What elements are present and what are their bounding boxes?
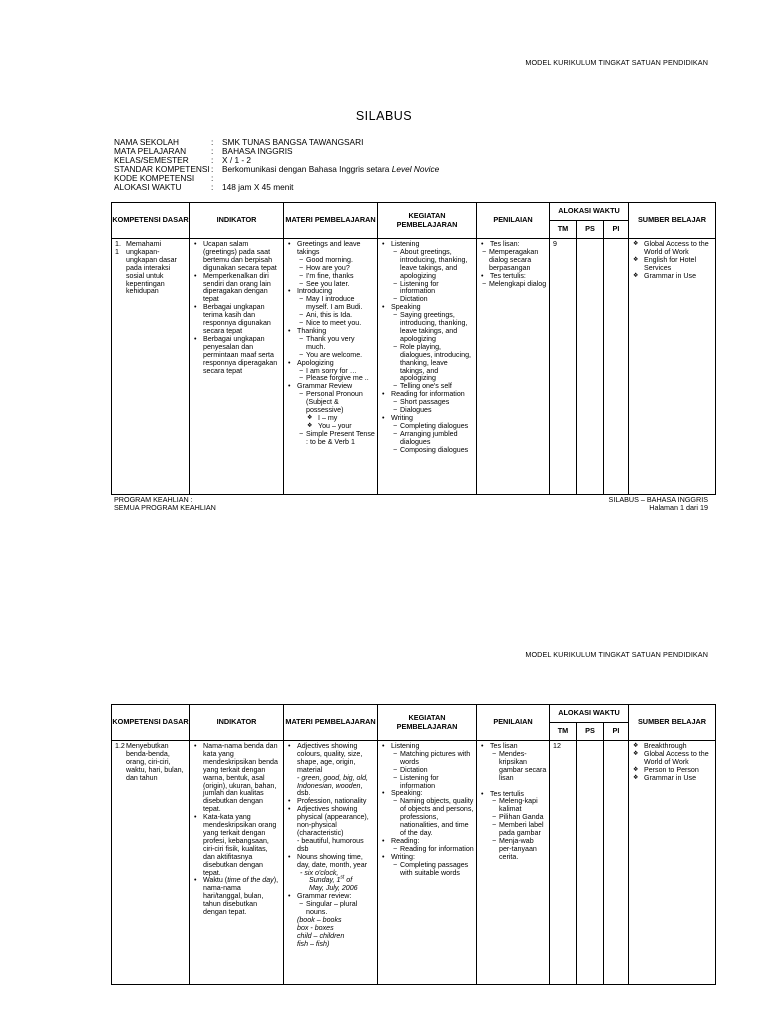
list-item: − Thank you very much.	[297, 336, 375, 352]
kd-number: 1.2	[115, 742, 125, 750]
materi-example	[297, 870, 375, 894]
list-item	[480, 791, 547, 862]
list-item: − Listening for information	[391, 281, 474, 297]
cell-pi	[604, 239, 629, 495]
header-kegiatan: KEGIATAN PEMBELAJARAN	[378, 203, 477, 239]
list-item: − Completing passages with suitable words	[391, 862, 474, 878]
list-item: ❖ You – your	[306, 423, 375, 431]
cell-indikator	[190, 239, 284, 495]
materi-head: Greetings and leave takings	[297, 240, 361, 256]
list-item	[287, 893, 375, 948]
info-colon: :	[211, 155, 214, 166]
header-indikator: INDIKATOR	[190, 705, 284, 741]
list-item	[381, 391, 474, 415]
info-value: SMK TUNAS BANGSA TAWANGSARI	[222, 137, 364, 147]
cell-kegiatan	[378, 239, 477, 495]
cell-pi	[604, 741, 629, 985]
header-sumber-belajar: SUMBER BELAJAR	[629, 203, 716, 239]
info-label: MATA PELAJARAN	[114, 146, 187, 157]
list-item: − Arranging jumbled dialogues	[391, 431, 474, 447]
cell-tm: 9	[550, 239, 577, 495]
materi-text: Adjectives showing colours, quality, size, shape, age, origin, material	[297, 742, 363, 774]
materi-head: Introducing	[297, 287, 333, 296]
list-item: − Menja-wab per-tanyaan cerita.	[490, 838, 547, 862]
list-item: ❖ Person to Person	[632, 767, 713, 775]
header-ps: PS	[577, 221, 604, 239]
list-item: • Kata-kata yang mendeskripsikan orang yang terkait dengan profesi, kebangsaan, ciri-ciri fisik, kualitas, dan aktifitasnya disebutkan dengan tepat.	[193, 814, 281, 877]
school-info	[114, 138, 439, 193]
list-item: • Tes tertulis:	[480, 273, 547, 281]
materi-example-line: (book – books	[297, 915, 342, 924]
list-item	[287, 288, 375, 328]
list-item: − I'm fine, thanks	[297, 273, 375, 281]
list-item: − Please forgive me ..	[297, 375, 375, 383]
list-item: − Dialogues	[391, 407, 474, 415]
list-item: − Memberi label pada gambar	[490, 822, 547, 838]
list-item: − I am sorry for …	[297, 368, 375, 376]
materi-head: Thanking	[297, 326, 327, 335]
materi-example-line: fish – fish)	[297, 939, 330, 948]
materi-text: Grammar review:	[297, 892, 352, 901]
cell-penilaian	[477, 239, 550, 495]
list-item	[287, 383, 375, 446]
materi-example-line: box - boxes	[297, 923, 334, 932]
info-label: NAMA SEKOLAH	[114, 137, 180, 147]
list-item: − Short passages	[391, 399, 474, 407]
list-item: − About greetings, introducing, thanking, leave takings, and apologizing	[391, 249, 474, 281]
page-title: SILABUS	[355, 109, 413, 123]
list-item	[381, 854, 474, 878]
info-value: 148 jam X 45 menit	[222, 182, 294, 193]
penilaian-head: Tes tertulis	[490, 789, 524, 798]
list-item: − Ani, this is Ida.	[297, 312, 375, 320]
list-item: ❖ English for Hotel Services	[632, 257, 713, 273]
kegiatan-head: Reading:	[391, 836, 420, 845]
materi-sup: st	[340, 875, 345, 882]
header-materi: MATERI PEMBELAJARAN	[284, 203, 378, 239]
list-item: • Ucapan salam (greetings) pada saat bertemu dan berpisah digunakan secara tepat	[193, 241, 281, 273]
list-item	[287, 328, 375, 360]
header-indikator: INDIKATOR	[190, 203, 284, 239]
materi-example-line: Sunday, 1	[309, 876, 341, 885]
header-ps: PS	[577, 723, 604, 741]
list-item	[287, 854, 375, 894]
header-penilaian: PENILAIAN	[477, 705, 550, 741]
list-item: − Dictation	[391, 767, 474, 775]
materi-text: , dsb.	[297, 781, 363, 798]
header-materi: MATERI PEMBELAJARAN	[284, 705, 378, 741]
syllabus-table-page2	[111, 704, 716, 985]
materi-example-line: - six o'clock,	[300, 868, 339, 877]
page-header: MODEL KURIKULUM TINGKAT SATUAN PENDIDIKAN	[525, 650, 708, 659]
list-item: • Tes lisan:	[480, 241, 547, 249]
list-item: − Composing dialogues	[391, 447, 474, 455]
grammar-item: Personal Pronoun (Subject & possessive)	[306, 390, 363, 415]
footer-program-label: PROGRAM KEAHLIAN :	[114, 495, 193, 504]
info-row	[114, 183, 439, 192]
info-colon: :	[211, 173, 214, 184]
header-kegiatan: KEGIATAN PEMBELAJARAN	[378, 705, 477, 741]
materi-head: Apologizing	[297, 358, 334, 367]
cell-penilaian	[477, 741, 550, 985]
list-item	[381, 838, 474, 854]
materi-head: Grammar Review	[297, 382, 353, 391]
list-item: ❖ Grammar in Use	[632, 775, 713, 783]
kegiatan-head: Writing:	[391, 852, 415, 861]
list-item: − You are welcome.	[297, 352, 375, 360]
list-item: • Memperkenalkan diri sendiri dan orang lain diperagakan dengan tepat	[193, 273, 281, 305]
cell-sumber	[629, 239, 716, 495]
cell-ps	[577, 741, 604, 985]
footer-subject: SILABUS – BAHASA INGGRIS	[608, 495, 708, 504]
list-item: ❖ Breakthrough	[632, 743, 713, 751]
list-item: − How are you?	[297, 265, 375, 273]
list-item: ❖ I – my	[306, 415, 375, 423]
header-tm: TM	[550, 723, 577, 741]
list-item: • Berbagai ungkapan terima kasih dan responnya digunakan secara tepat	[193, 304, 281, 336]
kegiatan-head: Listening	[391, 742, 420, 750]
list-item: − Simple Present Tense : to be & Verb 1	[297, 431, 375, 447]
list-item: • Nama-nama benda dan kata yang mendeskripsikan benda yang terkait dengan warna, bentuk, asal (origin), ukuran, bahan, jumlah dan kualitas disebutkan dengan tepat.	[193, 743, 281, 814]
info-label: KELAS/SEMESTER	[114, 155, 189, 166]
footer-left	[114, 496, 216, 512]
table-row	[112, 741, 716, 985]
list-item: ❖ Global Access to the World of Work	[632, 241, 713, 257]
list-item	[381, 743, 474, 790]
header-pi: PI	[604, 723, 629, 741]
header-tm: TM	[550, 221, 577, 239]
header-sumber-belajar: SUMBER BELAJAR	[629, 705, 716, 741]
list-item: − Meleng-kapi kalimat	[490, 798, 547, 814]
list-item	[287, 241, 375, 288]
list-item: − Telling one's self	[391, 383, 474, 391]
list-item: − Naming objects, quality of objects and persons, professions, nationalities, and time of the day.	[391, 798, 474, 838]
cell-kegiatan	[378, 741, 477, 985]
indikator-text: ), nama-nama hari/tanggal, bulan, tahun disebutkan dengan tepat.	[203, 876, 279, 917]
header-pi: PI	[604, 221, 629, 239]
kegiatan-head: Reading for information	[391, 390, 465, 399]
list-item	[287, 806, 375, 853]
kd-number: 1. 1	[115, 240, 121, 256]
info-value: X / 1 - 2	[222, 155, 252, 166]
indikator-text: Waktu (	[203, 876, 228, 885]
list-item	[381, 304, 474, 391]
list-item	[381, 415, 474, 455]
materi-example	[297, 917, 375, 949]
list-item: − Memperagakan dialog secara berpasangan	[480, 249, 547, 273]
materi-example-line: of	[344, 876, 353, 885]
cell-sumber	[629, 741, 716, 985]
header-kompetensi-dasar: KOMPETENSI DASAR	[112, 203, 190, 239]
materi-example-line: child – children	[297, 931, 345, 940]
info-colon: :	[211, 164, 214, 175]
info-label: KODE KOMPETENSI	[114, 173, 195, 184]
materi-text: Adjectives showing physical (appearance), non-physical (characteristic)	[297, 805, 369, 837]
list-item: − Nice to meet you.	[297, 320, 375, 328]
list-item: − Saying greetings, introducing, thanking, leave takings, and apologizing	[391, 312, 474, 344]
list-item: − Dictation	[391, 296, 474, 304]
list-item	[193, 877, 281, 917]
footer-right	[609, 496, 708, 512]
list-item: − May I introduce myself. I am Budi.	[297, 296, 375, 312]
cell-kompetensi-dasar	[112, 741, 190, 985]
header-alokasi-waktu: ALOKASI WAKTU	[550, 203, 629, 221]
materi-example-line: May, July, 2006	[309, 884, 358, 893]
info-colon: :	[211, 137, 214, 147]
list-item: − See you later.	[297, 281, 375, 289]
list-item	[297, 391, 375, 431]
info-colon: :	[211, 182, 214, 193]
standard-competency-level: Level Novice	[391, 164, 440, 175]
list-item: • Berbagai ungkapan penyesalan dan permintaan maaf serta responnya diperagakan secara tepat	[193, 336, 281, 376]
cell-materi	[284, 239, 378, 495]
standard-competency-text: Berkomunikasi dengan Bahasa Inggris setara	[222, 164, 390, 175]
info-label: STANDAR KOMPETENSI	[114, 164, 210, 175]
table-row	[112, 239, 716, 495]
indikator-italic: time of the day	[227, 876, 274, 885]
header-penilaian: PENILAIAN	[477, 203, 550, 239]
list-item	[381, 790, 474, 837]
list-item: − Singular – plural nouns.	[297, 901, 375, 917]
kegiatan-head: Listening	[391, 240, 420, 248]
list-item: ❖ Grammar in Use	[632, 273, 713, 281]
kd-text: Menyebutkan benda-benda, orang, ciri-ciri, waktu, hari, bulan, dan tahun	[126, 742, 184, 782]
list-item: − Mendes-kripsikan gambar secara lisan	[490, 751, 547, 783]
cell-ps	[577, 239, 604, 495]
materi-example: - green, good, big, old, Indonesian, wooden	[297, 773, 368, 790]
info-value: BAHASA INGGRIS	[222, 146, 293, 157]
footer-page-number: Halaman 1 dari 19	[649, 503, 708, 512]
list-item: − Listening for information	[391, 775, 474, 791]
kegiatan-head: Speaking:	[391, 789, 423, 798]
list-item: ❖ Global Access to the World of Work	[632, 751, 713, 767]
cell-indikator	[190, 741, 284, 985]
list-item: − Reading for information	[391, 846, 474, 854]
page-header: MODEL KURIKULUM TINGKAT SATUAN PENDIDIKAN	[525, 58, 708, 67]
list-item: − Pilihan Ganda	[490, 814, 547, 822]
info-value	[222, 165, 439, 174]
list-item: − Role playing, dialogues, introducing, thanking, leave takings, and apologizing	[391, 344, 474, 384]
cell-tm: 12	[550, 741, 577, 985]
header-kompetensi-dasar: KOMPETENSI DASAR	[112, 705, 190, 741]
footer-program-value: SEMUA PROGRAM KEAHLIAN	[114, 503, 216, 512]
materi-text: Nouns showing time, day, date, month, year	[297, 852, 368, 869]
header-alokasi-waktu: ALOKASI WAKTU	[550, 705, 629, 723]
penilaian-head: Tes lisan	[490, 742, 518, 750]
list-item: − Matching pictures with words	[391, 751, 474, 767]
list-item: • Profession, nationality	[287, 798, 375, 806]
kegiatan-head: Writing	[391, 413, 413, 422]
list-item	[287, 360, 375, 384]
kegiatan-head: Speaking	[391, 303, 421, 312]
list-item	[480, 743, 547, 783]
info-label: ALOKASI WAKTU	[114, 182, 182, 193]
info-colon: :	[211, 146, 214, 157]
syllabus-table-page1	[111, 202, 716, 495]
list-item	[381, 241, 474, 304]
list-item: − Melengkapi dialog	[480, 281, 547, 289]
list-item: − Good morning.	[297, 257, 375, 265]
list-item	[287, 743, 375, 798]
list-item: − Completing dialogues	[391, 423, 474, 431]
kd-text: Memahami ungkapan-ungkapan dasar pada interaksi sosial untuk kepentingan kehidupan	[126, 240, 177, 296]
materi-example: - beautiful, humorous dsb	[297, 836, 364, 853]
cell-materi	[284, 741, 378, 985]
cell-kompetensi-dasar	[112, 239, 190, 495]
